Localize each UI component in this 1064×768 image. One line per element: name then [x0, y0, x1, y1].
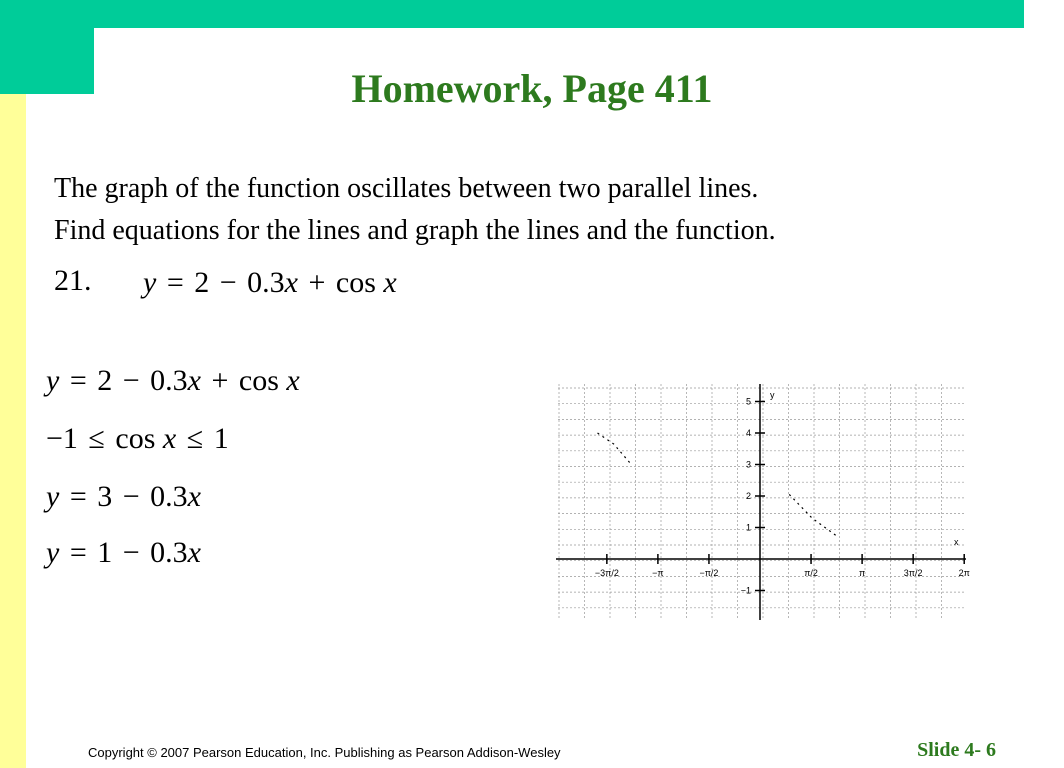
- step-coefficient: 0.3: [150, 536, 188, 569]
- step-le: ≤: [186, 422, 204, 455]
- step-upper-line: [46, 480, 201, 514]
- y-tick-label: −1: [740, 585, 751, 596]
- step-var-x: x: [187, 480, 201, 513]
- eq-var-y: y: [143, 266, 157, 299]
- eq-equals: =: [166, 266, 184, 299]
- eq-var-x: x: [383, 266, 397, 299]
- slide-title: Homework, Page 411: [351, 66, 713, 111]
- y-tick-label: 1: [745, 522, 751, 533]
- x-tick-label: 2π: [958, 568, 970, 578]
- eq-constant: 2: [194, 266, 210, 299]
- eq-minus: −: [219, 266, 237, 299]
- step-equation: [46, 364, 300, 398]
- step-var-y: y: [46, 364, 60, 397]
- x-tick-label: −π/2: [699, 568, 719, 578]
- graph-svg: [556, 382, 970, 622]
- step-plus: +: [211, 364, 229, 397]
- step-cos: cos: [238, 364, 279, 397]
- y-tick-label: 2: [745, 491, 751, 501]
- step-minus: −: [122, 536, 140, 569]
- prompt-line-1: The graph of the function oscillates between two parallel lines.: [54, 173, 759, 204]
- y-tick-label: 3: [745, 459, 751, 470]
- step-equals: =: [69, 364, 87, 397]
- step-coefficient: 0.3: [150, 480, 188, 513]
- step-lower-line: [46, 536, 201, 570]
- step-constant: 2: [97, 364, 113, 397]
- x-tick-label: 3π/2: [903, 568, 923, 578]
- function-curve-segment: [598, 433, 631, 463]
- step-minus: −: [122, 480, 140, 513]
- step-constant: 3: [97, 480, 113, 513]
- x-tick-label: −3π/2: [594, 568, 619, 578]
- left-accent-strip: [0, 94, 26, 768]
- problem-prompt: [54, 168, 984, 252]
- eq-cos: cos: [335, 266, 376, 299]
- slide-number: Slide 4- 6: [917, 739, 996, 761]
- copyright-notice: Copyright © 2007 Pearson Education, Inc. Publishing as Pearson Addison-Wesley: [88, 745, 561, 760]
- prompt-line-2: Find equations for the lines and graph the lines and the function.: [54, 215, 776, 246]
- step-equals: =: [69, 536, 87, 569]
- step-var-x: x: [286, 364, 300, 397]
- step-cos: cos: [115, 422, 156, 455]
- y-axis-label: y: [770, 390, 775, 400]
- step-var-y: y: [46, 536, 60, 569]
- x-tick-label: π/2: [804, 568, 818, 578]
- eq-var-x: x: [284, 266, 298, 299]
- y-tick-label: 4: [745, 428, 751, 438]
- x-tick-label: −π: [652, 568, 664, 578]
- step-var-y: y: [46, 480, 60, 513]
- function-graph: [556, 382, 970, 622]
- eq-plus: +: [308, 266, 326, 299]
- top-accent-bar: [0, 0, 1024, 28]
- step-constant: 1: [97, 536, 113, 569]
- step-var-x: x: [187, 536, 201, 569]
- x-axis-label: x: [954, 537, 959, 547]
- step-var-x: x: [162, 422, 177, 455]
- step-le: ≤: [88, 422, 105, 455]
- problem-number: 21.: [54, 264, 92, 297]
- step-var-x: x: [187, 364, 201, 397]
- x-tick-label: π: [858, 568, 866, 578]
- step-upper-bound: 1: [213, 422, 229, 455]
- eq-coefficient: 0.3: [247, 266, 285, 299]
- step-equals: =: [69, 480, 87, 513]
- y-tick-label: 5: [745, 396, 751, 407]
- function-curve-segment: [789, 494, 838, 537]
- step-minus: −: [122, 364, 140, 397]
- step-coefficient: 0.3: [150, 364, 188, 397]
- step-lower-bound: −1: [46, 422, 78, 455]
- step-inequality: [46, 422, 229, 456]
- problem-equation: [143, 266, 397, 300]
